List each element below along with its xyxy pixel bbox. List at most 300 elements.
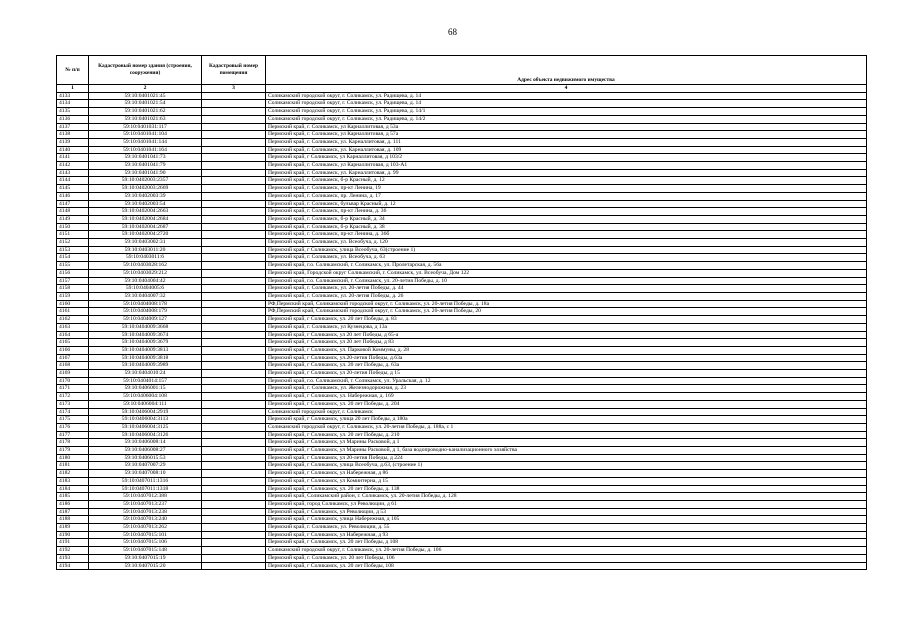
building-cadastral-number: 59:10:0404009:3679 xyxy=(89,339,202,347)
address: РФ,Пермский край, Соликамский городской округ, г. Соликамск, ул. 20-летия Победы, д. 18а xyxy=(266,300,867,308)
premise-cadastral-number xyxy=(202,239,266,247)
address: Пермский край, г Соликамск, улица Набережная, д 105 xyxy=(266,516,867,524)
premise-cadastral-number xyxy=(202,331,266,339)
address: Соликамский городской округ, г. Соликамск, ул. 20-летия Победы, д. 106 xyxy=(266,547,867,555)
table-row xyxy=(57,547,867,555)
row-number: 4185 xyxy=(57,493,89,501)
table-row xyxy=(57,408,867,416)
address: Соликамский городской округ, г. Соликамск xyxy=(266,408,867,416)
building-cadastral-number: 59:10:0407008:10 xyxy=(89,470,202,478)
row-number: 4177 xyxy=(57,431,89,439)
address: Пермский край, г Соликамск, ул. 20 лет Победы, д. 63а xyxy=(266,362,867,370)
row-number: 4166 xyxy=(57,346,89,354)
address: Пермский край, г Соликамск, ул Набережная, д 86 xyxy=(266,470,867,478)
building-cadastral-number: 59:10:0404009:3989 xyxy=(89,362,202,370)
building-cadastral-number: 59:10:0404009:3668 xyxy=(89,323,202,331)
row-number: 4159 xyxy=(57,292,89,300)
premise-cadastral-number xyxy=(202,470,266,478)
column-number: 3 xyxy=(202,85,266,93)
premise-cadastral-number xyxy=(202,516,266,524)
premise-cadastral-number xyxy=(202,200,266,208)
address: Пермский край, г. Соликамск, ул. 20-летия Победы, д. 44 xyxy=(266,285,867,293)
table-row xyxy=(57,223,867,231)
premise-cadastral-number xyxy=(202,462,266,470)
table-row xyxy=(57,439,867,447)
building-cadastral-number: 59:10:0406004:3113 xyxy=(89,416,202,424)
premise-cadastral-number xyxy=(202,547,266,555)
column-number: 2 xyxy=(89,85,202,93)
address: Соликамский городской округ, г. Соликамск, ул. Радищева, д. 14/2 xyxy=(266,115,867,123)
premise-cadastral-number xyxy=(202,554,266,562)
premise-cadastral-number xyxy=(202,269,266,277)
building-cadastral-number: 59:10:0407011:1316 xyxy=(89,477,202,485)
address: Пермский край, г Соликамск, ул. Набережная, д. 169 xyxy=(266,393,867,401)
table-row xyxy=(57,462,867,470)
address: Соликамский городской округ, г. Соликамск, ул. Радищева, д. 14 xyxy=(266,100,867,108)
address: Пермский край, г. Соликамск, ул. Карналлитовая, д. 109 xyxy=(266,146,867,154)
table-row xyxy=(57,131,867,139)
row-number: 4194 xyxy=(57,562,89,570)
row-number: 4134 xyxy=(57,100,89,108)
row-number: 4142 xyxy=(57,162,89,170)
row-number: 4150 xyxy=(57,223,89,231)
row-number: 4151 xyxy=(57,231,89,239)
building-cadastral-number: 59:10:0402003:54 xyxy=(89,200,202,208)
premise-cadastral-number xyxy=(202,416,266,424)
row-number: 4143 xyxy=(57,169,89,177)
building-cadastral-number: 59:10:0402003:2669 xyxy=(89,185,202,193)
premise-cadastral-number xyxy=(202,562,266,570)
column-number: 1 xyxy=(57,85,89,93)
table-row xyxy=(57,500,867,508)
column-number: 4 xyxy=(266,85,867,93)
table-row xyxy=(57,339,867,347)
address: Пермский край, г Соликамск, ул Карналлитовая, д 103/2 xyxy=(266,154,867,162)
address: Пермский край, г Соликамск, ул Марины Расковой, д 1 xyxy=(266,439,867,447)
building-cadastral-number: 59:10:0406008:14 xyxy=(89,439,202,447)
row-number: 4161 xyxy=(57,308,89,316)
row-number: 4172 xyxy=(57,393,89,401)
table-row xyxy=(57,516,867,524)
row-number: 4167 xyxy=(57,354,89,362)
premise-cadastral-number xyxy=(202,308,266,316)
row-number: 4155 xyxy=(57,262,89,270)
address: Пермский край, г. Соликамск, ул. Всеобуча, д. 63 xyxy=(266,254,867,262)
address: Пермский край, г. Соликамск, пр-кт Ленина, 19 xyxy=(266,185,867,193)
address: Пермский край, г. Соликамск, ул. 20 лет Победы, 106 xyxy=(266,554,867,562)
row-number: 4133 xyxy=(57,92,89,100)
address: Пермский край, г Соликамск, ул. Парковой Коммуны, д. 28 xyxy=(266,346,867,354)
address: Пермский край, г Соликамск, ул. 20 лет Победы, д. 204 xyxy=(266,400,867,408)
building-cadastral-number: 59:10:0401041:73 xyxy=(89,154,202,162)
building-cadastral-number: 59:10:0406004:2919 xyxy=(89,408,202,416)
premise-cadastral-number xyxy=(202,354,266,362)
table-row xyxy=(57,146,867,154)
building-cadastral-number: 59:10:0401021:63 xyxy=(89,115,202,123)
building-cadastral-number: 59:10:0404009:3813 xyxy=(89,346,202,354)
building-cadastral-number: 59:10:0401041:79 xyxy=(89,162,202,170)
row-number: 4148 xyxy=(57,208,89,216)
premise-cadastral-number xyxy=(202,316,266,324)
row-number: 4191 xyxy=(57,539,89,547)
premise-cadastral-number xyxy=(202,423,266,431)
premise-cadastral-number xyxy=(202,339,266,347)
table-row xyxy=(57,393,867,401)
row-number: 4186 xyxy=(57,500,89,508)
building-cadastral-number: 59:10:0402004:2720 xyxy=(89,231,202,239)
premise-cadastral-number xyxy=(202,246,266,254)
row-number: 4178 xyxy=(57,439,89,447)
table-row xyxy=(57,308,867,316)
address: Пермский край, г. Соликамск, б-р Красный, д. 34 xyxy=(266,215,867,223)
address: РФ,Пермский край, Соликамский городской округ, г. Соликамск, ул. 20-летия Победы, 20 xyxy=(266,308,867,316)
row-number: 4190 xyxy=(57,531,89,539)
premise-cadastral-number xyxy=(202,254,266,262)
premise-cadastral-number xyxy=(202,177,266,185)
premise-cadastral-number xyxy=(202,508,266,516)
building-cadastral-number: 59:10:0403011:20 xyxy=(89,246,202,254)
table-row xyxy=(57,154,867,162)
row-number: 4141 xyxy=(57,154,89,162)
premise-cadastral-number xyxy=(202,300,266,308)
building-cadastral-number: 59:10:0402003:2357 xyxy=(89,177,202,185)
row-number: 4145 xyxy=(57,185,89,193)
address: Пермский край, г Соликамск, ул.20-летия Победы, д.63а xyxy=(266,354,867,362)
row-number: 4184 xyxy=(57,485,89,493)
row-number: 4176 xyxy=(57,423,89,431)
table-row xyxy=(57,554,867,562)
building-cadastral-number: 59:10:0407007:29 xyxy=(89,462,202,470)
address: Пермский край, г. Соликамск, бульвар Красный, д. 12 xyxy=(266,200,867,208)
premise-cadastral-number xyxy=(202,408,266,416)
table-row xyxy=(57,108,867,116)
address: Пермский край, г.о. Соликамский, г. Соликамск, ул. Пролетарская, д. 56а xyxy=(266,262,867,270)
premise-cadastral-number xyxy=(202,447,266,455)
address: Пермский край, г Соликамск, ул Набережная, д 93 xyxy=(266,531,867,539)
address: Пермский край, г. Соликамск, ул Карналлитовая, д 57а xyxy=(266,131,867,139)
premise-cadastral-number xyxy=(202,146,266,154)
building-cadastral-number: 59:10:0402004:2663 xyxy=(89,208,202,216)
building-cadastral-number: 59:10:0407015:106 xyxy=(89,539,202,547)
row-number: 4147 xyxy=(57,200,89,208)
premise-cadastral-number xyxy=(202,162,266,170)
table-row xyxy=(57,477,867,485)
header-building-cadastral: Кадастровый номер здания (строения, сооружения) xyxy=(89,56,202,85)
row-number: 4174 xyxy=(57,408,89,416)
premise-cadastral-number xyxy=(202,431,266,439)
table-row xyxy=(57,562,867,570)
premise-cadastral-number xyxy=(202,223,266,231)
row-number: 4175 xyxy=(57,416,89,424)
address: Пермский край, г Соликамск, ул. 20 лет Победы, д 108 xyxy=(266,539,867,547)
address: Пермский край, г. Соликамск, пр. Ленина, д. 17 xyxy=(266,192,867,200)
table-row xyxy=(57,269,867,277)
table-row xyxy=(57,362,867,370)
address: Пермский край, г.о. Соликамский, г. Соликамск, ул. Уральская, д. 12 xyxy=(266,377,867,385)
premise-cadastral-number xyxy=(202,385,266,393)
building-cadastral-number: 59:10:0407015:19 xyxy=(89,554,202,562)
premise-cadastral-number xyxy=(202,215,266,223)
building-cadastral-number: 59:10:0406015:53 xyxy=(89,454,202,462)
building-cadastral-number: 59:10:0401041:104 xyxy=(89,131,202,139)
premise-cadastral-number xyxy=(202,123,266,131)
building-cadastral-number: 59:10:0404008:178 xyxy=(89,300,202,308)
row-number: 4188 xyxy=(57,516,89,524)
address: Пермский край, г Соликамск, ул Марины Расковой, д 1, база водопроводно-канализационного хозяйства xyxy=(266,447,867,455)
row-number: 4140 xyxy=(57,146,89,154)
building-cadastral-number: 59:10:0403029:212 xyxy=(89,269,202,277)
header-premise-cadastral: Кадастровый номер помещения xyxy=(202,56,266,85)
building-cadastral-number: 59:10:0407012:388 xyxy=(89,493,202,501)
row-number: 4171 xyxy=(57,385,89,393)
row-number: 4162 xyxy=(57,316,89,324)
table-row xyxy=(57,300,867,308)
row-number: 4152 xyxy=(57,239,89,247)
address: Соликамский городской округ, г. Соликамск, ул. 20-летия Победы, д. 188а, с 1 xyxy=(266,423,867,431)
address: Пермский край, г. Соликамск, ул Карналлитовая, д 53а xyxy=(266,123,867,131)
premise-cadastral-number xyxy=(202,531,266,539)
building-cadastral-number: 59:10:0401021:54 xyxy=(89,100,202,108)
building-cadastral-number: 59:10:0406004:3125 xyxy=(89,423,202,431)
premise-cadastral-number xyxy=(202,493,266,501)
row-number: 4160 xyxy=(57,300,89,308)
table-row xyxy=(57,246,867,254)
table-row xyxy=(57,447,867,455)
table-row xyxy=(57,192,867,200)
building-cadastral-number: 59:10:0404009:127 xyxy=(89,316,202,324)
address: Пермский край, г. Соликамск, ул Кузнецова, д 13а xyxy=(266,323,867,331)
premise-cadastral-number xyxy=(202,477,266,485)
address: Пермский край, г.о. Соликамский, г. Соликамск, ул. 20-летия Победы, д. 10 xyxy=(266,277,867,285)
table-row xyxy=(57,416,867,424)
table-row xyxy=(57,208,867,216)
table-row xyxy=(57,354,867,362)
table-row xyxy=(57,123,867,131)
address: Пермский край, г Соликамск, ул 20-летия Победы, д 15 xyxy=(266,370,867,378)
premise-cadastral-number xyxy=(202,138,266,146)
row-number: 4173 xyxy=(57,400,89,408)
building-cadastral-number: 59:10:0402003:39 xyxy=(89,192,202,200)
page-number: 68 xyxy=(448,27,457,37)
row-number: 4181 xyxy=(57,462,89,470)
row-number: 4164 xyxy=(57,331,89,339)
building-cadastral-number: 59:10:0407013:237 xyxy=(89,500,202,508)
row-number: 4139 xyxy=(57,138,89,146)
table-row xyxy=(57,285,867,293)
address: Пермский край, г. Соликамск, ул. Карналлитовая, д. 111 xyxy=(266,138,867,146)
building-cadastral-number: 59:10:0403028:162 xyxy=(89,262,202,270)
row-number: 4158 xyxy=(57,285,89,293)
premise-cadastral-number xyxy=(202,393,266,401)
row-number: 4182 xyxy=(57,470,89,478)
address: Пермский край, г. Соликамск, ул. Карналлитовая, д. 99 xyxy=(266,169,867,177)
table-row xyxy=(57,346,867,354)
table-header-row xyxy=(57,56,867,85)
header-number: № п/п xyxy=(57,56,89,85)
row-number: 4170 xyxy=(57,377,89,385)
premise-cadastral-number xyxy=(202,262,266,270)
premise-cadastral-number xyxy=(202,346,266,354)
building-cadastral-number: 59:10:0407015:101 xyxy=(89,531,202,539)
table-row xyxy=(57,200,867,208)
building-cadastral-number: 59:10:0401021:62 xyxy=(89,108,202,116)
table-row xyxy=(57,215,867,223)
row-number: 4153 xyxy=(57,246,89,254)
table-row xyxy=(57,185,867,193)
building-cadastral-number: 59:10:0404008:179 xyxy=(89,308,202,316)
building-cadastral-number: 59:10:0404014:157 xyxy=(89,377,202,385)
building-cadastral-number: 59:10:0401041:144 xyxy=(89,138,202,146)
address: Пермский край, г Соликамск, ул Революции, д 53 xyxy=(266,508,867,516)
building-cadastral-number: 59:10:0407013:240 xyxy=(89,516,202,524)
building-cadastral-number: 59:10:0406001:15 xyxy=(89,385,202,393)
row-number: 4169 xyxy=(57,370,89,378)
row-number: 4189 xyxy=(57,524,89,532)
table-row xyxy=(57,485,867,493)
address: Пермский край, г. Соликамск, ул. Всеобуча, д. 120 xyxy=(266,239,867,247)
address: Пермский край, г. Соликамск, ул. Революции, д. 55 xyxy=(266,524,867,532)
premise-cadastral-number xyxy=(202,362,266,370)
address: Пермский край, г Соликамск, ул 20-летия Победы, д 224 xyxy=(266,454,867,462)
address: Пермский край, г Соликамск, ул 20 лет Победы, д 65-а xyxy=(266,331,867,339)
address: Пермский край, г Соликамск, ул. 20 лет Победы, д. 210 xyxy=(266,431,867,439)
address: Пермский край, г Соликамск, ул 20 лет Победы, д 83 xyxy=(266,339,867,347)
table-row xyxy=(57,331,867,339)
building-cadastral-number: 59:10:0404004:42 xyxy=(89,277,202,285)
premise-cadastral-number xyxy=(202,108,266,116)
address: Пермский край, г. Соликамск, ул. Железнодорожная, д. 23 xyxy=(266,385,867,393)
premise-cadastral-number xyxy=(202,500,266,508)
building-cadastral-number: 59:10:0404007:32 xyxy=(89,292,202,300)
table-row xyxy=(57,508,867,516)
table-row xyxy=(57,277,867,285)
table-row xyxy=(57,524,867,532)
premise-cadastral-number xyxy=(202,377,266,385)
table-row xyxy=(57,370,867,378)
row-number: 4192 xyxy=(57,547,89,555)
column-number-row xyxy=(57,85,867,93)
building-cadastral-number: 59:10:0402004:2684 xyxy=(89,215,202,223)
table-row xyxy=(57,169,867,177)
premise-cadastral-number xyxy=(202,323,266,331)
row-number: 4137 xyxy=(57,123,89,131)
premise-cadastral-number xyxy=(202,100,266,108)
building-cadastral-number: 59:10:0401041:164 xyxy=(89,146,202,154)
address: Пермский край, г. Соликамск, б-р Красный, д. 12 xyxy=(266,177,867,185)
row-number: 4165 xyxy=(57,339,89,347)
table-row xyxy=(57,262,867,270)
address: Соликамский городской округ, г. Соликамск, ул. Радищева, д. 14/1 xyxy=(266,108,867,116)
building-cadastral-number: 59:10:0401031:117 xyxy=(89,123,202,131)
premise-cadastral-number xyxy=(202,539,266,547)
premise-cadastral-number xyxy=(202,115,266,123)
address: Пермский край, г Соликамск, улица 20 лет Победы, д 180а xyxy=(266,416,867,424)
premise-cadastral-number xyxy=(202,454,266,462)
table-row xyxy=(57,138,867,146)
building-cadastral-number: 59:10:0407013:262 xyxy=(89,524,202,532)
table-row xyxy=(57,400,867,408)
row-number: 4156 xyxy=(57,269,89,277)
address: Соликамский городской округ, г. Соликамск, ул. Радищева, д. 14 xyxy=(266,92,867,100)
premise-cadastral-number xyxy=(202,400,266,408)
building-cadastral-number: 59:10:0404009:3674 xyxy=(89,331,202,339)
row-number: 4157 xyxy=(57,277,89,285)
address: Пермский край, г Соликамск, ул. 20 лет Победы, д. 83 xyxy=(266,316,867,324)
building-cadastral-number: 59:10:0407015:148 xyxy=(89,547,202,555)
row-number: 4193 xyxy=(57,554,89,562)
table-row xyxy=(57,254,867,262)
table-row xyxy=(57,377,867,385)
address: Пермский край, г. Соликамск, б-р Красный, д. 38 xyxy=(266,223,867,231)
row-number: 4180 xyxy=(57,454,89,462)
table-row xyxy=(57,115,867,123)
address: Пермский край, г Соликамск, ул. 20 лет Победы, 108 xyxy=(266,562,867,570)
row-number: 4187 xyxy=(57,508,89,516)
building-cadastral-number: 59:10:0404009:3818 xyxy=(89,354,202,362)
address: Пермский край, г. Соликамск, пр-кт Ленина, д. 36б xyxy=(266,231,867,239)
table-row xyxy=(57,292,867,300)
building-cadastral-number: 59:10:0403002:31 xyxy=(89,239,202,247)
premise-cadastral-number xyxy=(202,154,266,162)
table-row xyxy=(57,431,867,439)
table-row xyxy=(57,323,867,331)
building-cadastral-number: 59:10:0406004:111 xyxy=(89,400,202,408)
table-row xyxy=(57,385,867,393)
table-row xyxy=(57,239,867,247)
premise-cadastral-number xyxy=(202,131,266,139)
address: Пермский край, город Соликамск, ул Революции, д 61 xyxy=(266,500,867,508)
premise-cadastral-number xyxy=(202,292,266,300)
row-number: 4138 xyxy=(57,131,89,139)
table-row xyxy=(57,539,867,547)
building-cadastral-number: 59:10:0407013:238 xyxy=(89,508,202,516)
premise-cadastral-number xyxy=(202,439,266,447)
row-number: 4146 xyxy=(57,192,89,200)
address: Пермский край, г Соликамск, ул Коминтерна, д 15 xyxy=(266,477,867,485)
premise-cadastral-number xyxy=(202,92,266,100)
address: Пермский край, г Соликамск, улица Всеобуча, 63(строение 1) xyxy=(266,246,867,254)
address: Пермский край, г. Соликамск, ул. 20-летия Победы, д. 26 xyxy=(266,292,867,300)
table-row xyxy=(57,162,867,170)
table-row xyxy=(57,316,867,324)
premise-cadastral-number xyxy=(202,231,266,239)
address: Пермский край, Соликамский район, г. Соликамск, ул. 20-летия Победы, д. 128 xyxy=(266,493,867,501)
row-number: 4183 xyxy=(57,477,89,485)
building-cadastral-number: 59:10:0401021:45 xyxy=(89,92,202,100)
header-address: Адрес объекта недвижимого имущества xyxy=(266,56,867,85)
table-row xyxy=(57,177,867,185)
table-row xyxy=(57,100,867,108)
building-cadastral-number: 59:10:0402004:2687 xyxy=(89,223,202,231)
row-number: 4135 xyxy=(57,108,89,116)
building-cadastral-number: 59:10:0406004:3126 xyxy=(89,431,202,439)
table-row xyxy=(57,92,867,100)
address: Пермский край, г Соликамск, ул. 20 лет Победы, д. 138 xyxy=(266,485,867,493)
building-cadastral-number: 59:10:0404010:24 xyxy=(89,370,202,378)
premise-cadastral-number xyxy=(202,524,266,532)
premise-cadastral-number xyxy=(202,370,266,378)
row-number: 4144 xyxy=(57,177,89,185)
building-cadastral-number: 59:10:0406008:27 xyxy=(89,447,202,455)
address: Пермский край, г. Соликамск, пр-кт Ленина, д. 36 xyxy=(266,208,867,216)
building-cadastral-number: 59:10:0403011:6 xyxy=(89,254,202,262)
row-number: 4149 xyxy=(57,215,89,223)
building-cadastral-number: 59:10:0407011:1318 xyxy=(89,485,202,493)
row-number: 4163 xyxy=(57,323,89,331)
premise-cadastral-number xyxy=(202,208,266,216)
address: Пермский край, г Соликамск, улица Всеобуча, д.63, (строение 1) xyxy=(266,462,867,470)
table-row xyxy=(57,423,867,431)
